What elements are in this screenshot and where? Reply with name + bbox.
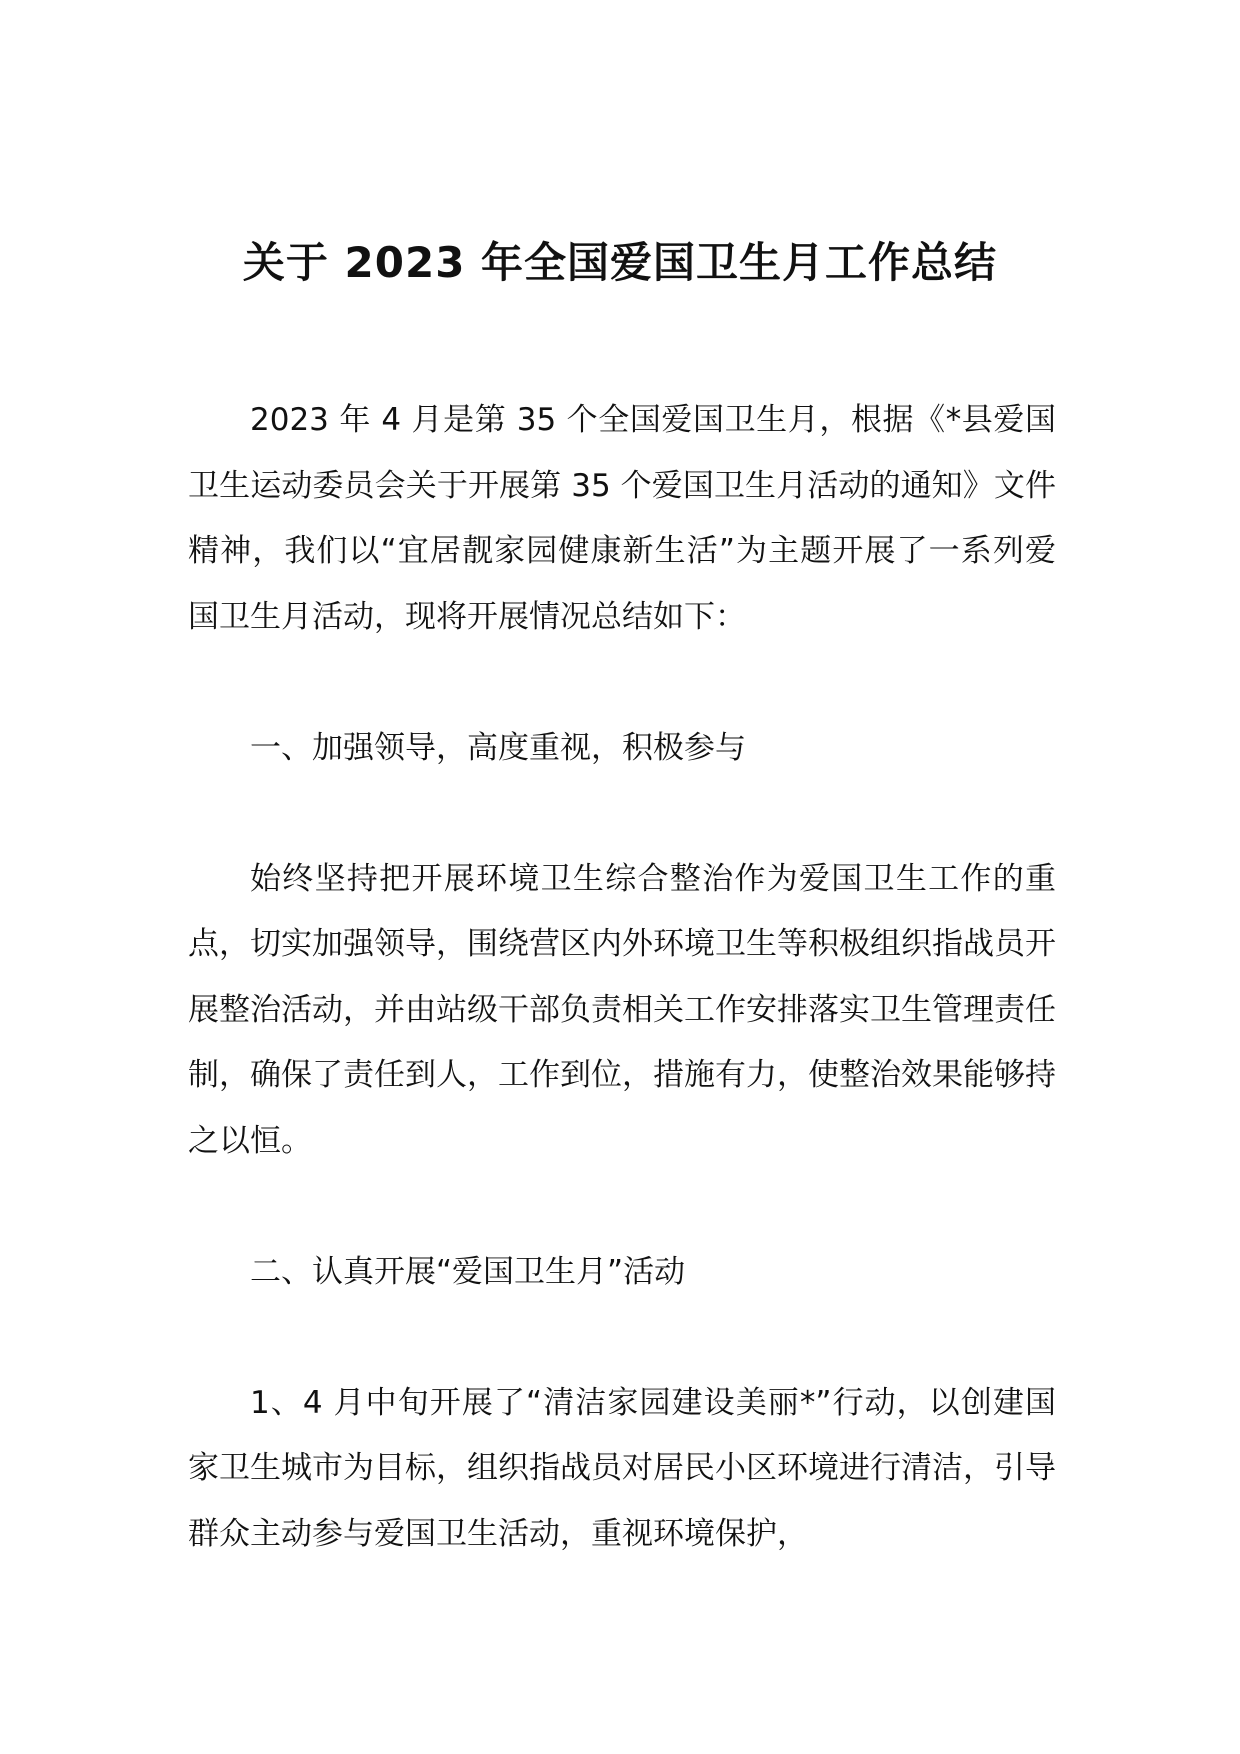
section-heading-1: 一、加强领导，高度重视，积极参与 bbox=[250, 729, 746, 766]
section-heading-2: 二、认真开展“爱国卫生月”活动 bbox=[250, 1253, 686, 1290]
paragraph-section-1: 始终坚持把开展环境卫生综合整治作为爱国卫生工作的重点，切实加强领导，围绕营区内外环境卫生等积极组织指战员开展整治活动，并由站级干部负责相关工作安排落实卫生管理责任制，确保了责任到人，工作到位，措施有力，使整治效果能够持之以恒。 bbox=[188, 860, 1056, 1159]
paragraph-intro: 2023 年 4 月是第 35 个全国爱国卫生月，根据《*县爱国卫生运动委员会关于开展第 35 个爱国卫生月活动的通知》文件精神，我们以“宜居靓家园健康新生活”为主题开展了一系列爱国卫生月活动，现将开展情况总结如下： bbox=[188, 402, 1056, 635]
paragraph-item-1: 1、4 月中旬开展了“清洁家园建设美丽*”行动，以创建国家卫生城市为目标，组织指战员对居民小区环境进行清洁，引导群众主动参与爱国卫生活动，重视环境保护， bbox=[188, 1384, 1056, 1552]
document-title: 关于 2023 年全国爱国卫生月工作总结 bbox=[242, 238, 998, 288]
document-body bbox=[188, 388, 1056, 1567]
